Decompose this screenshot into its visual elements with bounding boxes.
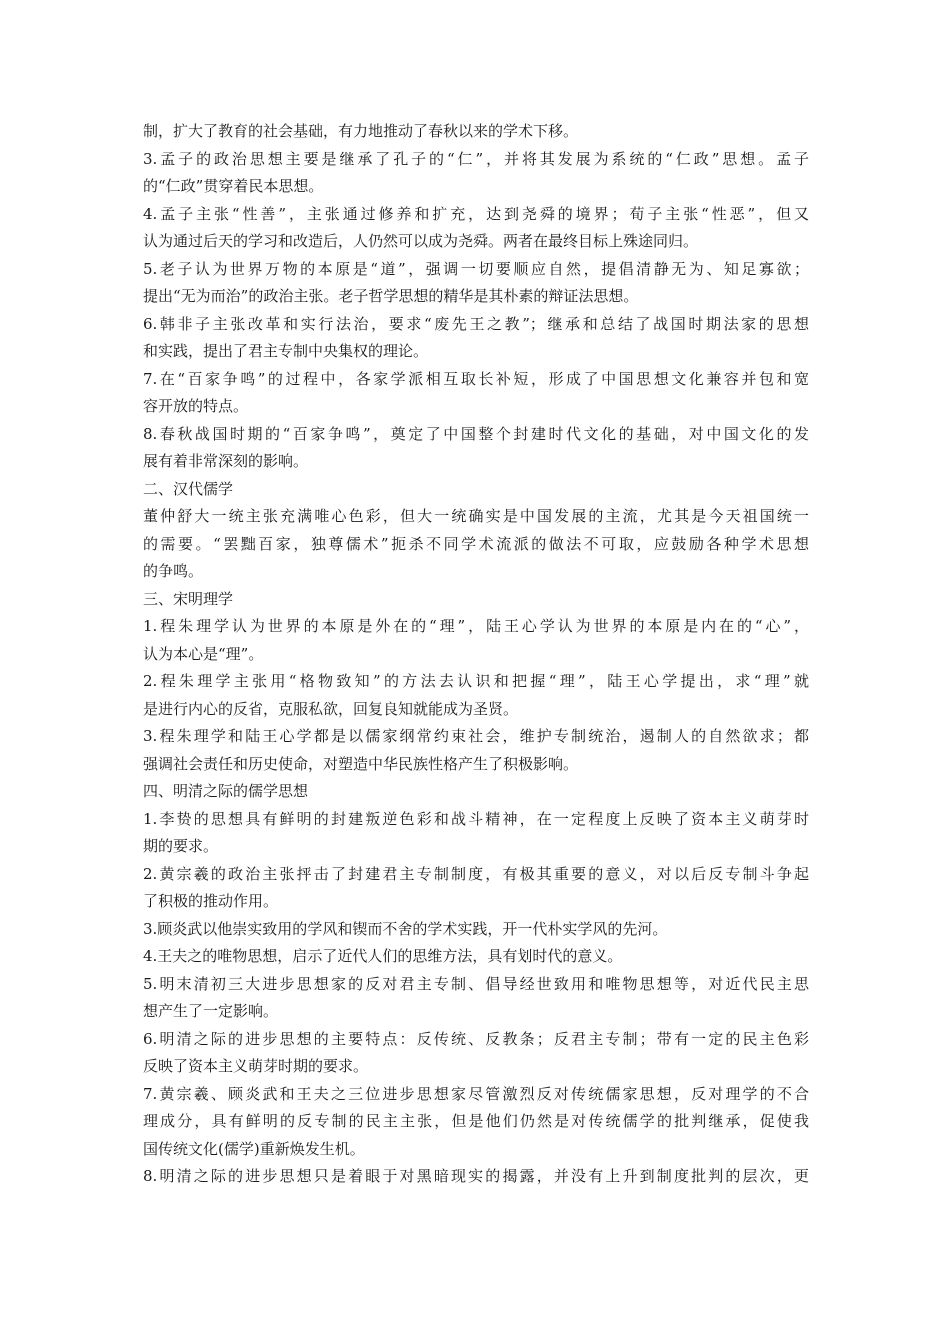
text-line: 8.明清之际的进步思想只是着眼于对黑暗现实的揭露，并没有上升到制度批判的层次，更 [143,1167,809,1185]
text-line: 了积极的推动作用。 [143,892,279,910]
text-line: 2.黄宗羲的政治主张抨击了封建君主专制制度，有极其重要的意义，对以后反专制斗争起 [143,864,809,883]
text-line: 是进行内心的反省，克服私欲，回复良知就能成为圣贤。 [143,699,519,718]
text-line: 二、汉代儒学 [143,479,234,498]
text-line: 的争鸣。 [143,562,204,580]
text-line: 3.程朱理学和陆王心学都是以儒家纲常约束社会，维护专制统治，遏制人的自然欲求；都 [143,727,809,745]
text-line: 7.在“百家争鸣”的过程中，各家学派相互取长补短，形成了中国思想文化兼容并包和宽 [143,369,809,388]
text-line: 的“仁政”贯穿着民本思想。 [143,177,324,195]
text-line: 3.顾炎武以他崇实致用的学风和锲而不舍的学术实践，开一代朴实学风的先河。 [143,919,668,938]
text-line: 1.李贽的思想具有鲜明的封建叛逆色彩和战斗精神，在一定程度上反映了资本主义萌芽时 [143,809,809,828]
text-line: 1.程朱理学认为世界的本原是外在的“理”，陆王心学认为世界的本原是内在的“心”， [143,617,809,635]
document-body [143,118,809,1191]
text-line: 和实践，提出了君主专制中央集权的理论。 [143,342,429,360]
text-line: 理成分，具有鲜明的反专制的民主主张，但是他们仍然是对传统儒学的批判继承，促使我 [143,1112,809,1130]
text-line: 国传统文化(儒学)重新焕发生机。 [143,1139,365,1158]
text-line: 容开放的特点。 [143,397,249,415]
text-line: 6.明清之际的进步思想的主要特点：反传统、反教条；反君主专制；带有一定的民主色彩 [143,1029,809,1048]
text-line: 5.明末清初三大进步思想家的反对君主专制、倡导经世致用和唯物思想等，对近代民主思 [143,974,809,993]
text-line: 展有着非常深刻的影响。 [143,452,309,470]
text-line: 7.黄宗羲、顾炎武和王夫之三位进步思想家尽管激烈反对传统儒家思想，反对理学的不合 [143,1084,809,1103]
text-line: 制，扩大了教育的社会基础，有力地推动了春秋以来的学术下移。 [143,122,579,140]
text-line: 期的要求。 [143,837,219,855]
text-line: 想产生了一定影响。 [143,1002,279,1020]
text-line: 4.王夫之的唯物思想，启示了近代人们的思维方法，具有划时代的意义。 [143,947,623,965]
text-line: 6.韩非子主张改革和实行法治，要求“废先王之教”；继承和总结了战国时期法家的思想 [143,314,809,333]
text-line: 5.老子认为世界万物的本原是“道”，强调一切要顺应自然，提倡清静无为、知足寡欲； [143,259,809,278]
text-line: 三、宋明理学 [143,589,234,608]
text-line: 强调社会责任和历史使命，对塑造中华民族性格产生了积极影响。 [143,754,579,773]
text-line: 的需要。“罢黜百家，独尊儒术”扼杀不同学术流派的做法不可取，应鼓励各种学术思想 [143,534,809,553]
text-line: 3.孟子的政治思想主要是继承了孔子的“仁”，并将其发展为系统的“仁政”思想。孟子 [143,149,809,168]
text-line: 认为本心是“理”。 [143,644,264,663]
text-line: 认为通过后天的学习和改造后，人仍然可以成为尧舜。两者在最终目标上殊途同归。 [143,232,699,250]
text-line: 8.春秋战国时期的“百家争鸣”，奠定了中国整个封建时代文化的基础，对中国文化的发 [143,424,809,443]
text-line: 2.程朱理学主张用“格物致知”的方法去认识和把握“理”，陆王心学提出，求“理”就 [143,672,809,690]
text-line: 反映了资本主义萌芽时期的要求。 [143,1057,369,1075]
text-line: 提出“无为而治”的政治主张。老子哲学思想的精华是其朴素的辩证法思想。 [143,287,639,305]
text-line: 4.孟子主张“性善”，主张通过修养和扩充，达到尧舜的境界；荀子主张“性恶”，但又 [143,204,809,223]
text-line: 董仲舒大一统主张充满唯心色彩，但大一统确实是中国发展的主流，尤其是今天祖国统一 [143,507,809,525]
text-line: 四、明清之际的儒学思想 [143,782,309,800]
